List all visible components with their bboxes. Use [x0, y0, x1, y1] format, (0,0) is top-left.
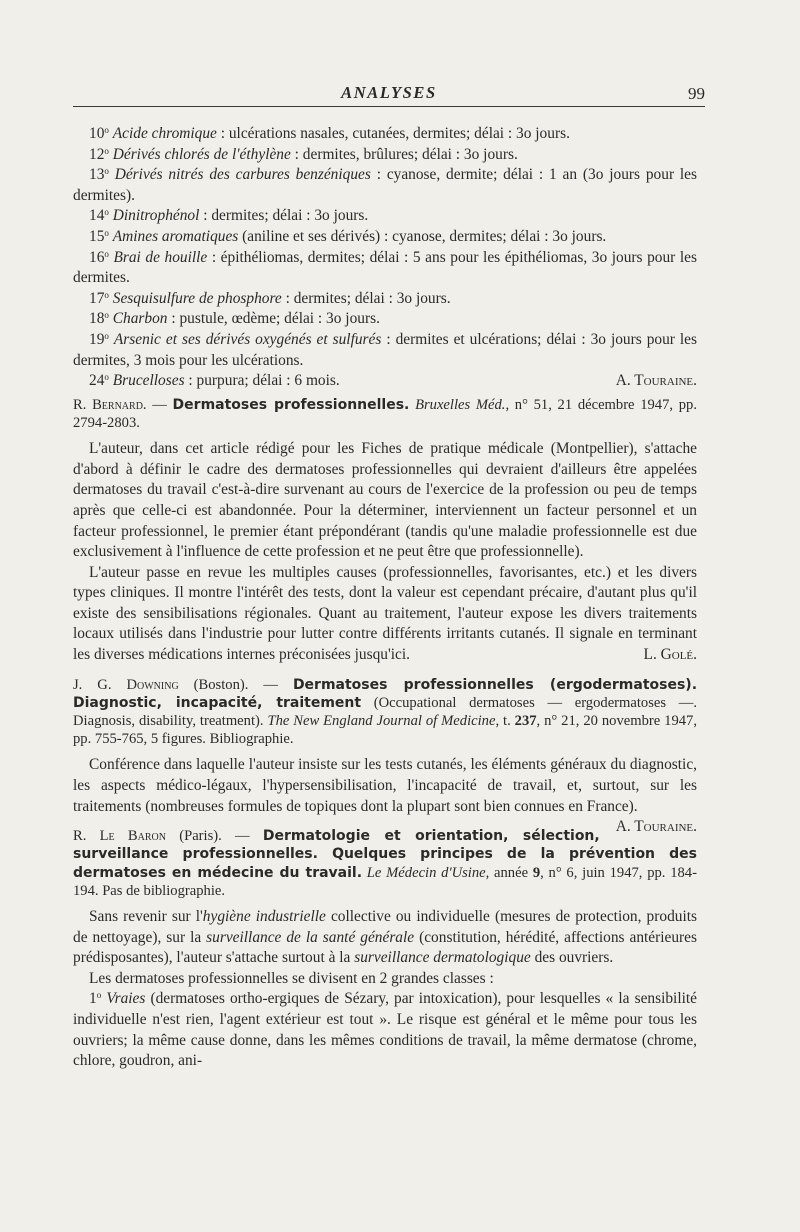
- paragraph-text: L'auteur passe en revue les multiples causes (professionnelles, favorisantes, etc.) et les divers types cliniques. Il montre l'intérêt des tests, dont la valeur est cependant précaire, d'autant plus qu'il existe des sensibilisations régionales. Quant au traitement, l'auteur expose les divers traitements locaux utilisés dans l'industrie pour lutter contre différents irritants cutanés. Il signale en terminant les diverses médications internes préconisées jusqu'ici.: [73, 563, 697, 664]
- ordinal-mark: o: [104, 289, 109, 300]
- list-item: [73, 165, 697, 206]
- list-item: [73, 145, 697, 166]
- signature: L. Golé.: [643, 646, 697, 664]
- text: des ouvriers.: [530, 949, 614, 967]
- item-details: : dermites; délai : 3o jours.: [199, 207, 369, 225]
- list-item: [73, 309, 697, 330]
- list-item: [73, 330, 697, 371]
- article-3-paragraph: Les dermatoses professionnelles se divisent en 2 grandes classes :: [89, 969, 494, 987]
- ordinal-mark: o: [104, 125, 109, 135]
- article-title-english: (Occupational dermatoses — ergodermatoses —. Diagnosis, disability, treatment).: [73, 694, 697, 730]
- emphasis: Vraies: [106, 990, 146, 1008]
- article-2-paragraph: [73, 755, 697, 836]
- author-initial: J. G.: [73, 676, 112, 693]
- journal-name: The New England Journal of Medicine: [267, 713, 496, 730]
- page-body: [73, 124, 697, 1072]
- reference: , n° 21, 20 novembre 1947, pp. 755-765, 5 figures. Bibliographie.: [73, 713, 697, 748]
- agent-name: Amines aromatiques: [112, 227, 239, 245]
- item-details: : pustule, œdème; délai : 3o jours.: [167, 310, 380, 328]
- item-details: : purpura; délai : 6 mois.: [184, 372, 340, 390]
- article-3-paragraph: [73, 989, 697, 1071]
- text: (dermatoses ortho-ergiques de Sézary, par intoxication), pour lesquelles « la sensibilité individuelle n'est rien, l'agent extérieur est tout ». Le risque est général et le même pour tous les ouvriers; la même cause donne, dans les mêmes conditions de travail, la même dermatose (chrome, chlore, goudron, ani-: [73, 990, 697, 1070]
- ordinal-mark: o: [104, 248, 109, 259]
- item-details: : épithéliomas, dermites; délai : 5 ans pour les épithéliomas, 3o jours pour les dermites.: [73, 248, 697, 287]
- reference: , n° 51, 21 décembre 1947, pp. 2794-2803.: [73, 396, 697, 431]
- item-details: : dermites et ulcérations; délai : 3o jours pour les dermites, 3 mois pour les ulcérations.: [73, 330, 697, 369]
- list-item: [73, 371, 697, 392]
- agent-name: Dérivés chlorés de l'éthylène: [112, 145, 291, 163]
- ordinal-mark: o: [104, 330, 109, 341]
- item-details: : ulcérations nasales, cutanées, dermites; délai : 3o jours.: [216, 125, 570, 142]
- item-number: 10: [89, 125, 105, 142]
- list-item: [73, 124, 697, 145]
- volume: 237: [514, 713, 537, 730]
- item-number: 12: [89, 145, 105, 163]
- agent-name: Charbon: [112, 310, 168, 328]
- author-initial: R.: [73, 828, 87, 845]
- list-item: [73, 206, 697, 227]
- text: collective ou individuelle (mesures de protection, produits de nettoyage), sur la: [73, 908, 697, 946]
- toxic-agent-list: [73, 124, 697, 392]
- text: (constitution, hérédité, affections antérieures prédisposantes), l'auteur s'attache surtout à la: [73, 928, 697, 967]
- ordinal-mark: o: [104, 372, 109, 383]
- signature: A. Touraine.: [615, 372, 697, 390]
- agent-name: Sesquisulfure de phosphore: [112, 289, 282, 307]
- item-number: 15: [89, 227, 105, 245]
- list-item: [73, 289, 697, 310]
- agent-name: Brucelloses: [112, 372, 185, 390]
- item-number: 17: [89, 289, 105, 307]
- article-1-heading: [73, 396, 697, 432]
- article-1-paragraph: L'auteur, dans cet article rédigé pour les Fiches de pratique médicale (Montpellier), s'attache d'abord à définir le cadre des dermatoses professionnelles qui devraient d'ailleurs être appelées dermatoses du travail c'est-à-dire survenant au cours de l'exercice de la profession ou peu de temps après que celle-ci est abandonnée. Pour la déterminer, interviennent un facteur personnel et un facteur professionnel, le premier étant prépondérant (tandis qu'une maladie professionnelle est due exclusivement à l'influence de cette profession et ne peut être que professionnelle).: [73, 440, 697, 561]
- item-details: : dermites; délai : 3o jours.: [281, 289, 451, 307]
- author-location: (Paris).: [165, 828, 222, 845]
- reference: , n° 6, juin 1947, pp. 184-194. Pas de bibliographie.: [73, 864, 697, 899]
- dash: —: [146, 396, 173, 413]
- emphasis: surveillance dermatologique: [354, 949, 531, 967]
- agent-name: Dinitrophénol: [112, 207, 200, 225]
- item-number: 19: [89, 330, 105, 348]
- ordinal-mark: o: [96, 990, 102, 1001]
- item-details: (aniline et ses dérivés) : cyanose, dermites; délai : 3o jours.: [238, 227, 607, 245]
- reference: , année: [485, 864, 533, 881]
- ordinal-mark: o: [104, 166, 109, 177]
- list-item: [73, 248, 697, 289]
- ordinal-mark: o: [104, 227, 109, 238]
- dash: —: [248, 676, 293, 693]
- article-2-heading: [73, 676, 697, 749]
- journal-name: Bruxelles Méd.: [415, 396, 506, 413]
- year-number: 9: [532, 864, 541, 881]
- ordinal-mark: o: [104, 145, 109, 156]
- paragraph-text: Conférence dans laquelle l'auteur insiste sur les tests cutanés, les éléments généraux du diagnostic, les aspects médico-légaux, l'hypersensibilisation, l'incapacité de travail, et, surtout, sur les traitements (nombreuses formules de topiques dont la plupart sont bien connues en France).: [73, 756, 697, 815]
- item-number: 18: [89, 310, 105, 328]
- item-details: : cyanose, dermite; délai : 1 an (3o jours pour les dermites).: [73, 166, 698, 204]
- emphasis: surveillance de la santé générale: [206, 928, 415, 946]
- reference: , t.: [495, 713, 515, 730]
- agent-name: Acide chromique: [112, 125, 217, 142]
- text: Sans revenir sur l': [89, 908, 203, 926]
- article-title: Dermatologie et orientation, sélection, surveillance professionnelles. Quelques principes de la prévention des dermatoses en médecine du travail.: [73, 828, 697, 881]
- article-title: Dermatoses professionnelles.: [172, 396, 410, 413]
- author-name: Bernard.: [92, 396, 147, 413]
- item-number: 13: [89, 166, 105, 184]
- author-name: Le Baron: [99, 828, 166, 845]
- agent-name: Brai de houille: [113, 248, 208, 266]
- signature: A. Touraine.: [615, 818, 697, 836]
- journal-name: Le Médecin d'Usine: [366, 864, 486, 881]
- item-details: : dermites, brûlures; délai : 3o jours.: [290, 145, 518, 163]
- article-3-heading: [73, 827, 697, 900]
- article-title: Dermatoses professionnelles (ergodermatoses). Diagnostic, incapacité, traitement: [73, 676, 698, 711]
- author-location: (Boston).: [178, 676, 249, 693]
- dash: —: [221, 828, 263, 845]
- article-1-paragraph: [73, 563, 697, 666]
- list-item: [73, 227, 697, 248]
- ordinal-mark: o: [104, 310, 109, 321]
- running-header: [73, 84, 705, 107]
- author-name: Downing: [126, 676, 179, 693]
- author-initial: R.: [73, 396, 87, 413]
- article-3-paragraph: [73, 907, 697, 969]
- item-number: 14: [89, 207, 105, 225]
- ordinal-mark: o: [104, 207, 109, 218]
- item-number: 24: [89, 372, 105, 390]
- item-number: 16: [89, 248, 105, 266]
- item-number: 1: [89, 990, 97, 1008]
- emphasis: hygiène industrielle: [202, 908, 326, 926]
- agent-name: Arsenic et ses dérivés oxygénés et sulfurés: [113, 330, 382, 348]
- page-number: 99: [688, 84, 705, 103]
- header-title: ANALYSES: [341, 83, 437, 102]
- agent-name: Dérivés nitrés des carbures benzéniques: [114, 166, 371, 184]
